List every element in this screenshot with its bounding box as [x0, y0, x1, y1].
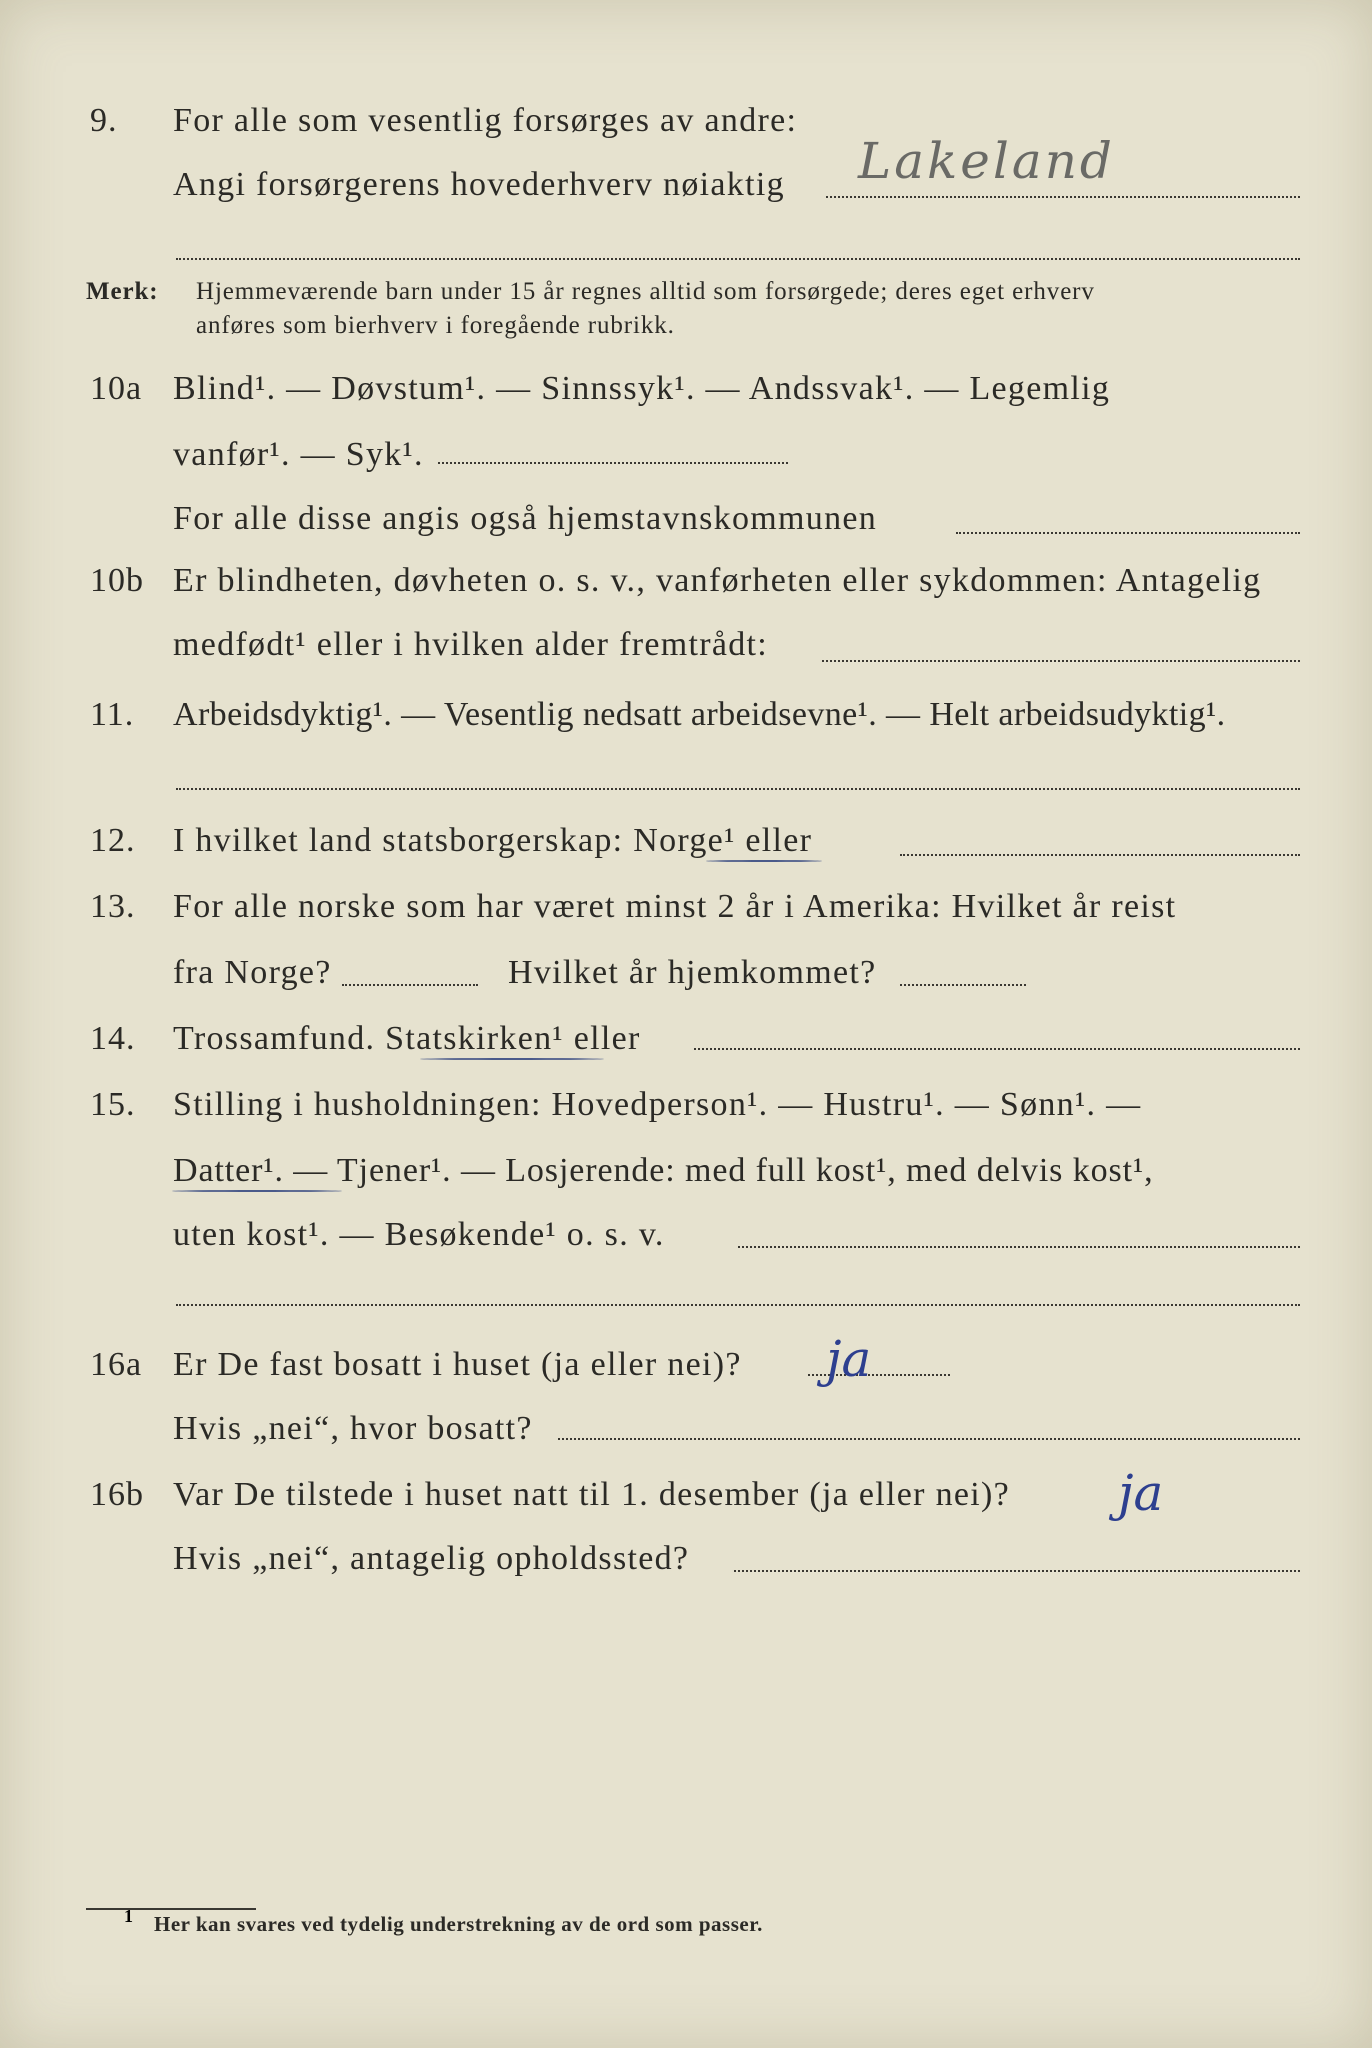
q14-answer-line[interactable] [694, 1048, 1300, 1050]
q16a-row1 [0, 1346, 1372, 1406]
footnote-text: Her kan svares ved tydelig understrekning av de ord som passer. [154, 1912, 763, 1936]
q15-answer-line[interactable] [738, 1246, 1300, 1248]
q9-question: For alle som vesentlig forsørges av andre: [173, 102, 798, 139]
q10a-hjemstavn-prompt: For alle disse angis også hjemstavnskommunen [173, 500, 878, 537]
q9-answer-line[interactable] [826, 196, 1300, 198]
q11-row1 [0, 696, 1372, 756]
q10a-row2 [0, 436, 1372, 496]
q13-row2 [0, 954, 1372, 1014]
q16a-bosatt-line[interactable] [558, 1438, 1300, 1440]
q15-datter-underline [172, 1190, 342, 1192]
footnote-separator [86, 1908, 256, 1910]
merk-text-1: Hjemmeværende barn under 15 år regnes alltid som forsørgede; deres eget erhverv [196, 278, 1095, 305]
q10a-syk-line[interactable] [438, 462, 788, 464]
q11-options: Arbeidsdyktig¹. — Vesentlig nedsatt arbeidsevne¹. — Helt arbeidsudyktig¹. [173, 696, 1226, 733]
q9-prompt: Angi forsørgerens hovederhverv nøiaktig [173, 166, 785, 203]
q15-options-3: uten kost¹. — Besøkende¹ o. s. v. [173, 1216, 665, 1253]
q12-row1 [0, 822, 1372, 882]
q12-question: I hvilket land statsborgerskap: Norge¹ eller [173, 822, 813, 859]
q10b-question: Er blindheten, døvheten o. s. v., vanførheten eller sykdommen: Antagelig [173, 562, 1262, 599]
q15-row1 [0, 1086, 1372, 1146]
merk-text-2: anføres som bierhverv i foregående rubrikk. [196, 312, 675, 339]
q15-extra-line[interactable] [176, 1304, 1300, 1306]
q10a-options: Blind¹. — Døvstum¹. — Sinnssyk¹. — Andssvak¹. — Legemlig [173, 370, 1111, 407]
q14-question: Trossamfund. Statskirken¹ eller [173, 1020, 641, 1057]
q16b-handwritten-answer: ja [1118, 1464, 1164, 1522]
q16b-number: 16b [90, 1476, 144, 1513]
q11-number: 11. [90, 696, 135, 733]
merk-row2 [0, 312, 1372, 372]
q9-number: 9. [90, 102, 118, 139]
q10b-answer-line[interactable] [822, 660, 1300, 662]
q16a-handwritten-answer: ja [826, 1330, 872, 1388]
q12-norge-underline [706, 860, 822, 862]
q10a-row1 [0, 370, 1372, 430]
q16a-row2 [0, 1410, 1372, 1470]
q10a-row3 [0, 500, 1372, 560]
q16a-number: 16a [90, 1346, 143, 1383]
q13-question: For alle norske som har været minst 2 år i Amerika: Hvilket år reist [173, 888, 1177, 925]
q11-answer-line[interactable] [176, 788, 1300, 790]
q10b-prompt: medfødt¹ eller i hvilken alder fremtrådt: [173, 626, 769, 663]
q16a-bosatt-prompt: Hvis „nei“, hvor bosatt? [173, 1410, 533, 1447]
q13-hjemkommet-line[interactable] [900, 984, 1026, 986]
q15-row2 [0, 1152, 1372, 1212]
q15-options-2: Datter¹. — Tjener¹. — Losjerende: med full kost¹, med delvis kost¹, [173, 1152, 1154, 1189]
q10a-hjemstavn-line[interactable] [956, 532, 1300, 534]
q10a-options-2: vanfør¹. — Syk¹. [173, 436, 424, 473]
footnote-mark: 1 [124, 1906, 133, 1926]
q13-reist-line[interactable] [342, 984, 478, 986]
q16b-opholdssted-prompt: Hvis „nei“, antagelig opholdssted? [173, 1540, 690, 1577]
q10b-number: 10b [90, 562, 144, 599]
q13-number: 13. [90, 888, 136, 925]
q13-hjemkommet-prompt: Hvilket år hjemkommet? [508, 954, 877, 991]
merk-label: Merk: [86, 278, 159, 305]
q16b-row1 [0, 1476, 1372, 1536]
q10b-row2 [0, 626, 1372, 686]
q10a-number: 10a [90, 370, 143, 407]
q14-number: 14. [90, 1020, 136, 1057]
q16b-question: Var De tilstede i huset natt til 1. desember (ja eller nei)? [173, 1476, 1011, 1513]
q15-number: 15. [90, 1086, 136, 1123]
q10b-row1 [0, 562, 1372, 622]
q16b-opholdssted-line[interactable] [734, 1570, 1300, 1572]
q15-options-1: Stilling i husholdningen: Hovedperson¹. — Hustru¹. — Sønn¹. — [173, 1086, 1142, 1123]
q9-handwritten-answer: Lakeland [858, 132, 1115, 190]
q13-reist-prompt: fra Norge? [173, 954, 332, 991]
q12-number: 12. [90, 822, 136, 859]
q9-extra-line[interactable] [176, 258, 1300, 260]
q13-row1 [0, 888, 1372, 948]
q16a-question: Er De fast bosatt i huset (ja eller nei)? [173, 1346, 742, 1383]
q14-statskirken-underline [420, 1058, 604, 1060]
q9-row1 [0, 102, 1372, 162]
q12-answer-line[interactable] [900, 854, 1300, 856]
q14-row1 [0, 1020, 1372, 1080]
